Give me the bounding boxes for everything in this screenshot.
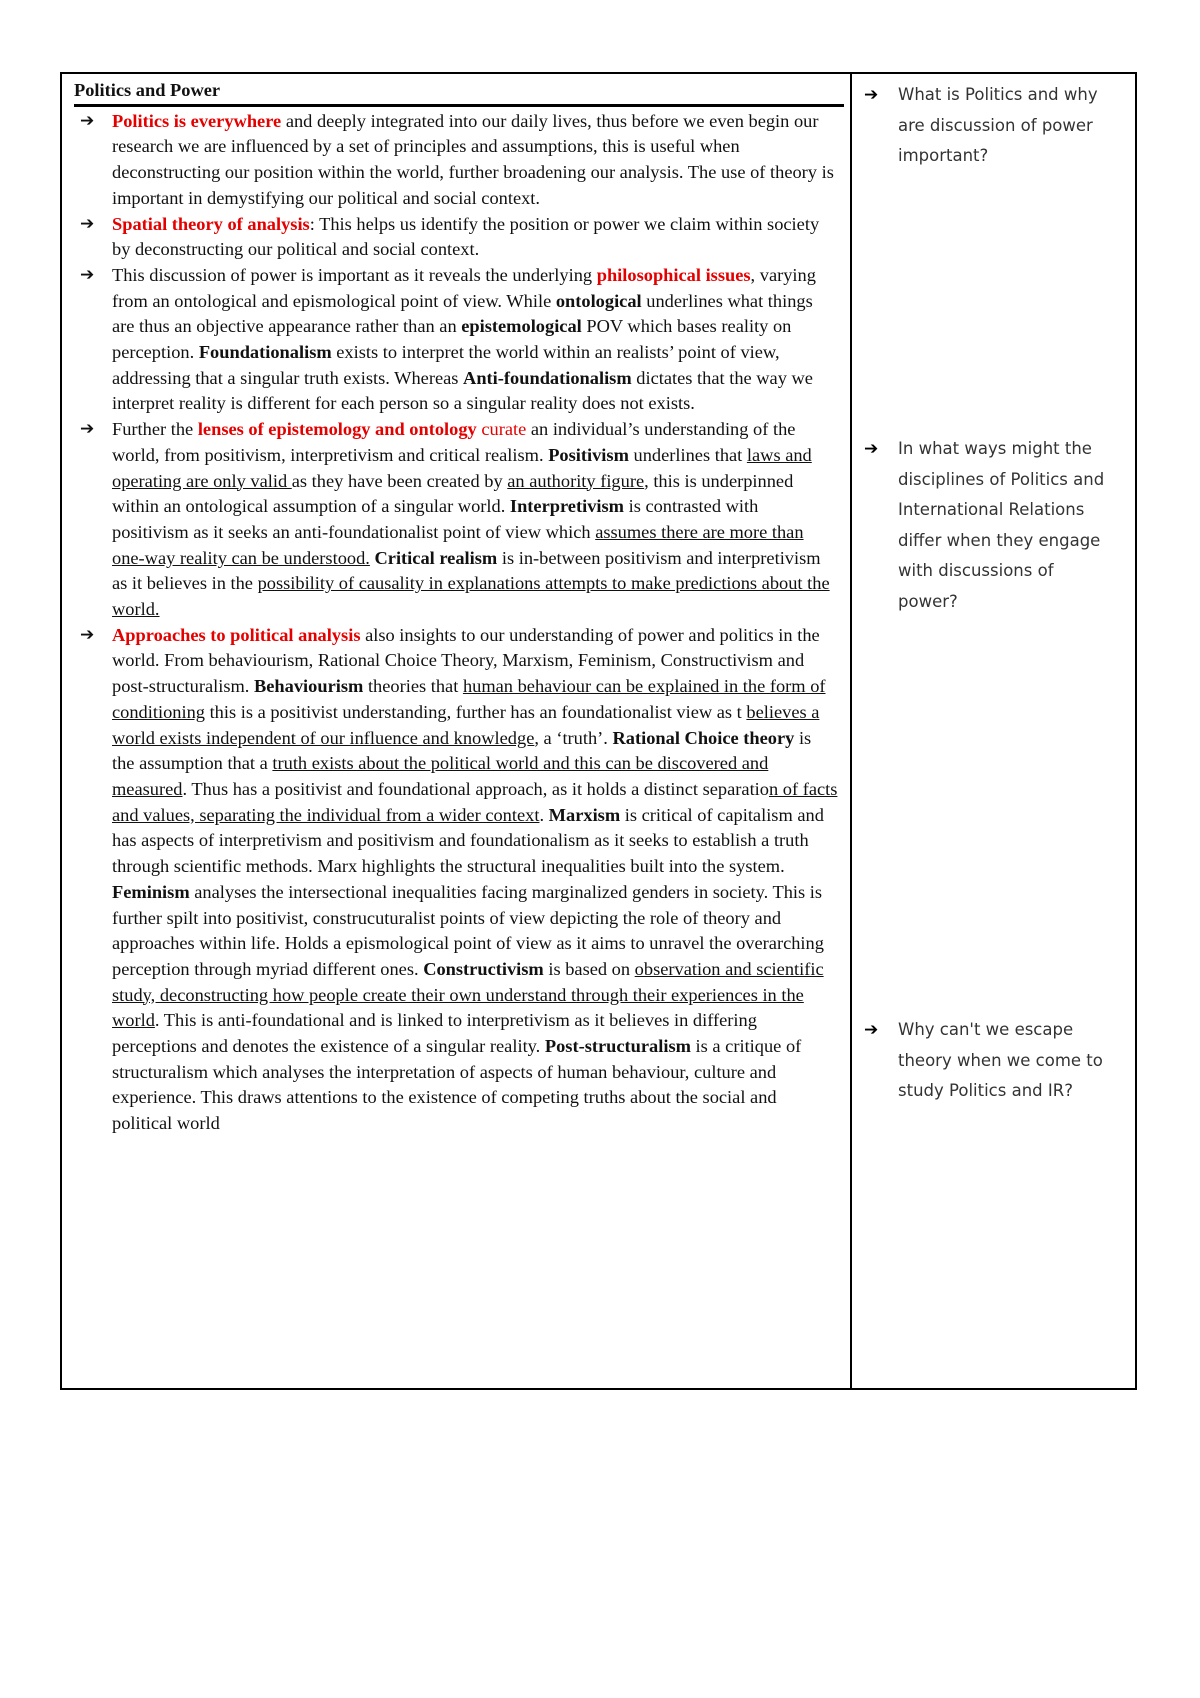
question-item: ➔ Why can't we escape theory when we come to study Politics and IR? [864, 1015, 1114, 1107]
arrow-icon: ➔ [80, 213, 95, 234]
question-item: ➔ In what ways might the disciplines of Politics and International Relations differ when they engage with discussions of power? [864, 434, 1114, 617]
bullet-philosophical-issues: ➔ This discussion of power is important as it reveals the underlying philosophical issues, varying from an ontological and epismological point of view. While ontological underlines what things are thus an objective appearance rather than an epistemological POV which bases reality on perception. Foundationalism exists to interpret the world within an realists’ point of view, addressing that a singular truth exists. Whereas Anti-foundationalism dictates that the way we interpret reality is different for each person so a singular reality does not exists. [74, 263, 840, 417]
bullet-approaches: ➔ Approaches to political analysis also insights to our understanding of power and politics in the world. From behaviourism, Rational Choice Theory, Marxism, Feminism, Constructivism and post-structuralism. Behaviourism theories that human behaviour can be explained in the form of conditioning this is a positivist understanding, further has an foundationalist view as t believes a world exists independent of our influence and knowledge, a ‘truth’. Rational Choice theory is the assumption that a truth exists about the political world and this can be discovered and measured. Thus has a positivist and foundational approach, as it holds a distinct separation of facts and values, separating the individual from a wider context. Marxism is critical of capitalism and has aspects of interpretivism and positivism and foundationalism as it seeks to establish a truth through scientific methods. Marx highlights the structural inequalities built into the system. Feminism analyses the intersectional inequalities facing marginalized genders in society. This is further spilt into positivist, construcuturalist points of view depicting the role of theory and approaches within life. Holds a epismological point of view as it aims to unravel the overarching perception through myriad different ones. Constructivism is based on observation and scientific study, deconstructing how people create their own understand through their experiences in the world. This is anti-foundational and is linked to interpretivism as it believes in differing perceptions and denotes the existence of a singular reality. Post-structuralism is a critique of structuralism which analyses the interpretation of aspects of human behaviour, culture and experience. This draws attentions to the existence of competing truths about the social and political world [74, 623, 840, 1137]
arrow-icon: ➔ [80, 264, 95, 285]
question-item: ➔ What is Politics and why are discussion of power important? [864, 80, 1114, 172]
bullet-politics-everywhere: ➔ Politics is everywhere and deeply integrated into our daily lives, thus before we even begin our research we are influenced by a set of principles and assumptions, this is useful when deconstructing our position within the world, further broadening our analysis. The use of theory is important in demystifying our political and social context. [74, 109, 840, 212]
arrow-icon: ➔ [80, 110, 95, 131]
arrow-icon: ➔ [80, 419, 95, 440]
notes-column [62, 74, 852, 1388]
questions-column [852, 74, 1135, 1388]
bullet-spatial-theory: ➔ Spatial theory of analysis: This helps us identify the position or power we claim within society by deconstructing our political and social context. [74, 212, 840, 263]
arrow-icon: ➔ [864, 439, 879, 459]
arrow-icon: ➔ [80, 624, 95, 645]
arrow-icon: ➔ [864, 1020, 879, 1040]
section-heading: Politics and Power [74, 78, 844, 107]
notes-table [60, 72, 1137, 1390]
bullet-epistemology-ontology: ➔ Further the lenses of epistemology and ontology curate an individual’s understanding of the world, from positivism, interpretivism and critical realism. Positivism underlines that laws and operating are only valid as they have been created by an authority figure, this is underpinned within an ontological assumption of a singular world. Interpretivism is contrasted with positivism as it seeks an anti-foundationalist point of view which assumes there are more than one-way reality can be understood. Critical realism is in-between positivism and interpretivism as it believes in the possibility of causality in explanations attempts to make predictions about the world. [74, 417, 840, 623]
arrow-icon: ➔ [864, 85, 879, 105]
